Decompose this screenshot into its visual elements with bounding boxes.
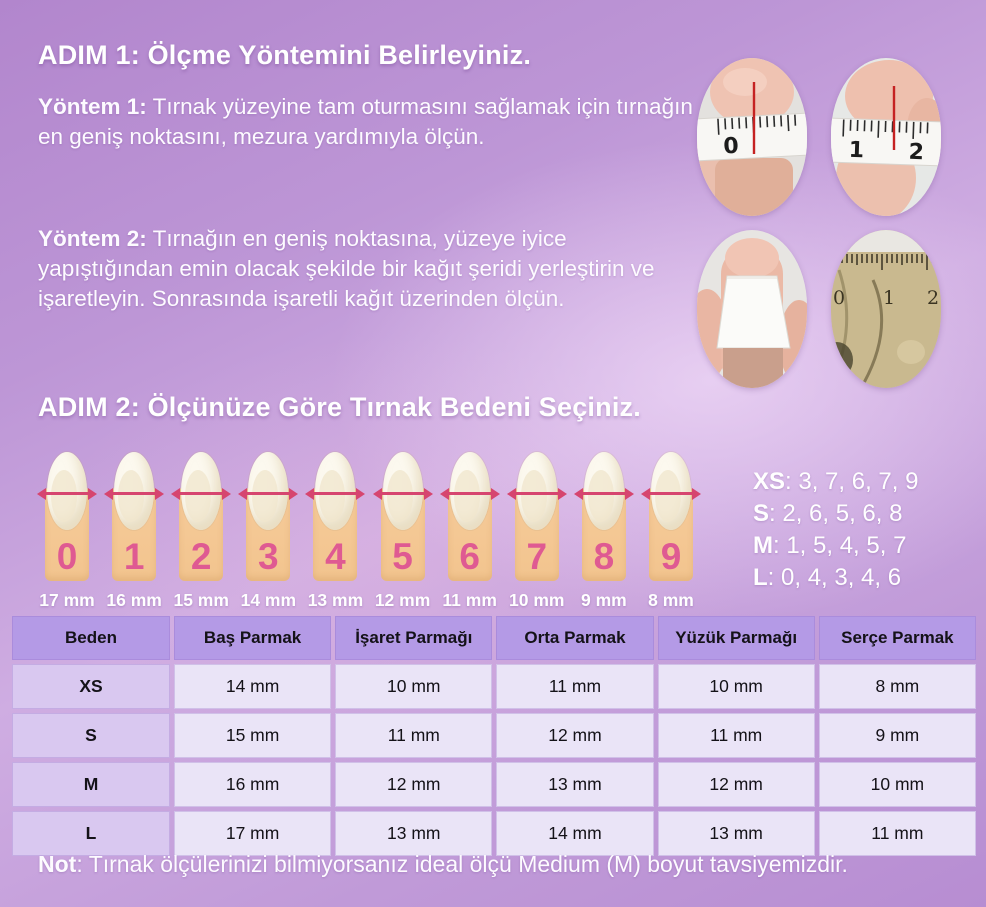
- nail-size-3: [237, 452, 299, 614]
- nail-number: 8: [593, 536, 615, 577]
- size-group-values: : 0, 4, 3, 4, 6: [767, 564, 902, 591]
- nail-illustration: [651, 452, 691, 530]
- nail-size-5: [372, 452, 434, 614]
- method1-paragraph: [38, 92, 693, 152]
- cell: 13 mm: [335, 811, 492, 856]
- size-group-xs: [753, 466, 918, 498]
- tape-measure-photo-illustration-2: [831, 58, 941, 216]
- width-arrow-icon: [649, 492, 693, 495]
- header-yuzuk-parmagi: Yüzük Parmağı: [658, 616, 815, 660]
- photo-tape-measure-side: [831, 58, 941, 216]
- cell: 15 mm: [174, 713, 331, 758]
- nail-size-8: [573, 452, 635, 614]
- table-row-xs: [12, 664, 976, 709]
- header-orta-parmak: Orta Parmak: [496, 616, 653, 660]
- size-group-values: : 2, 6, 5, 6, 8: [769, 500, 903, 527]
- cell: 11 mm: [658, 713, 815, 758]
- photo-tape-measure-front: [697, 58, 807, 216]
- photo-ruler-closeup: [831, 230, 941, 388]
- size-groups-list: [753, 466, 918, 594]
- method2-label: Yöntem 2:: [38, 226, 147, 251]
- note-text: : Tırnak ölçülerinizi bilmiyorsanız ideal ölçü Medium (M) boyut tavsiyemizdir.: [76, 851, 848, 877]
- tape1-number: 0: [722, 133, 740, 160]
- size-group-m: [753, 530, 918, 562]
- nail-illustration: [181, 452, 221, 530]
- nail-number: 2: [190, 536, 212, 577]
- cell: 10 mm: [819, 762, 976, 807]
- tape2-number-2: 2: [908, 139, 925, 166]
- cell: 10 mm: [658, 664, 815, 709]
- width-arrow-icon: [112, 492, 156, 495]
- header-serce-parmak: Serçe Parmak: [819, 616, 976, 660]
- header-bas-parmak: Baş Parmak: [174, 616, 331, 660]
- nail-size-9: [640, 452, 702, 614]
- cell: 11 mm: [335, 713, 492, 758]
- size-group-values: : 1, 5, 4, 5, 7: [773, 532, 907, 559]
- method2-text: Tırnağın en geniş noktasına, yüzeye iyice yapıştığından emin olacak şekilde bir kağıt şeridi yerleştirin ve işaretleyin. Sonrasında işaretli kağıt üzerinden ölçün.: [38, 226, 655, 311]
- nail-illustration: [47, 452, 87, 530]
- nail-illustration: [450, 452, 490, 530]
- nail-number: 6: [459, 536, 480, 577]
- nail-width-label: 10 mm: [509, 590, 565, 610]
- table-row-l: [12, 811, 976, 856]
- note-label: Not: [38, 851, 77, 877]
- step2-title: ADIM 2: Ölçünüze Göre Tırnak Bedeni Seçiniz.: [38, 392, 641, 422]
- size-group-values: : 3, 7, 6, 7, 9: [785, 468, 919, 495]
- ruler-number-0: 0: [833, 287, 846, 309]
- nail-illustration: [114, 452, 154, 530]
- size-group-label: S: [753, 500, 770, 527]
- cell: 12 mm: [658, 762, 815, 807]
- size-group-label: L: [753, 564, 768, 591]
- size-measurement-table: [8, 612, 980, 860]
- width-arrow-icon: [582, 492, 626, 495]
- ruler-number-1: 1: [883, 287, 896, 309]
- row-label: S: [12, 713, 170, 758]
- width-arrow-icon: [179, 492, 223, 495]
- cell: 14 mm: [174, 664, 331, 709]
- cell: 12 mm: [496, 713, 653, 758]
- method1-label: Yöntem 1:: [38, 94, 147, 119]
- footer-note: [38, 851, 968, 878]
- header-beden: Beden: [12, 616, 170, 660]
- header-isaret-parmagi: İşaret Parmağı: [335, 616, 492, 660]
- nail-width-label: 12 mm: [374, 590, 431, 610]
- cell: 17 mm: [174, 811, 331, 856]
- cell: 16 mm: [174, 762, 331, 807]
- nail-width-label: 9 mm: [581, 590, 627, 610]
- table-header-row: [12, 616, 976, 660]
- cell: 8 mm: [819, 664, 976, 709]
- nail-number: 0: [56, 536, 78, 577]
- paper-strip-photo-illustration: [697, 230, 807, 388]
- nail-size-7: [506, 452, 568, 614]
- nail-number: 9: [660, 536, 682, 577]
- step1-title: ADIM 1: Ölçme Yöntemini Belirleyiniz.: [38, 40, 532, 70]
- nail-width-label: 17 mm: [39, 590, 95, 610]
- cell: 13 mm: [496, 762, 653, 807]
- instruction-photos: [697, 58, 955, 388]
- nail-width-label: 16 mm: [106, 590, 162, 610]
- width-arrow-icon: [313, 492, 357, 495]
- cell: 9 mm: [819, 713, 976, 758]
- nail-number: 5: [392, 536, 413, 577]
- nail-width-label: 11 mm: [442, 590, 497, 610]
- size-group-s: [753, 498, 918, 530]
- nail-size-4: [304, 452, 366, 614]
- nail-number: 1: [123, 536, 145, 577]
- nail-size-0: [36, 452, 98, 614]
- width-arrow-icon: [515, 492, 559, 495]
- nail-width-label: 13 mm: [307, 590, 364, 610]
- cell: 12 mm: [335, 762, 492, 807]
- tape2-number-1: 1: [848, 137, 865, 164]
- width-arrow-icon: [381, 492, 425, 495]
- width-arrow-icon: [448, 492, 492, 495]
- row-label: L: [12, 811, 170, 856]
- nail-size-1: [103, 452, 165, 614]
- nail-width-label: 14 mm: [240, 590, 297, 610]
- size-group-label: M: [753, 532, 773, 559]
- row-label: M: [12, 762, 170, 807]
- ruler-number-2: 2: [927, 287, 940, 309]
- cell: 13 mm: [658, 811, 815, 856]
- nail-width-label: 8 mm: [648, 590, 694, 610]
- nail-illustration: [383, 452, 423, 530]
- tape-measure-photo-illustration: [697, 58, 807, 216]
- row-label: XS: [12, 664, 170, 709]
- nail-width-label: 15 mm: [173, 590, 229, 610]
- size-group-label: XS: [753, 468, 786, 495]
- table-row-s: [12, 713, 976, 758]
- nail-number: 3: [258, 536, 279, 577]
- nail-size-chart: [36, 452, 702, 614]
- width-arrow-icon: [45, 492, 89, 495]
- nail-illustration: [584, 452, 624, 530]
- nail-size-2: [170, 452, 232, 614]
- method1-text: Tırnak yüzeyine tam oturmasını sağlamak için tırnağın en geniş noktasını, mezura yardımıyla ölçün.: [38, 94, 693, 149]
- nail-number: 7: [526, 536, 548, 577]
- size-group-l: [753, 562, 918, 594]
- width-arrow-icon: [246, 492, 290, 495]
- nail-illustration: [517, 452, 557, 530]
- ruler-photo-illustration: [831, 230, 941, 388]
- cell: 14 mm: [496, 811, 653, 856]
- cell: 11 mm: [496, 664, 653, 709]
- nail-number: 4: [325, 536, 346, 577]
- nail-size-6: [439, 452, 501, 614]
- cell: 10 mm: [335, 664, 492, 709]
- table-row-m: [12, 762, 976, 807]
- photo-paper-strip: [697, 230, 807, 388]
- cell: 11 mm: [819, 811, 976, 856]
- method2-paragraph: [38, 224, 693, 314]
